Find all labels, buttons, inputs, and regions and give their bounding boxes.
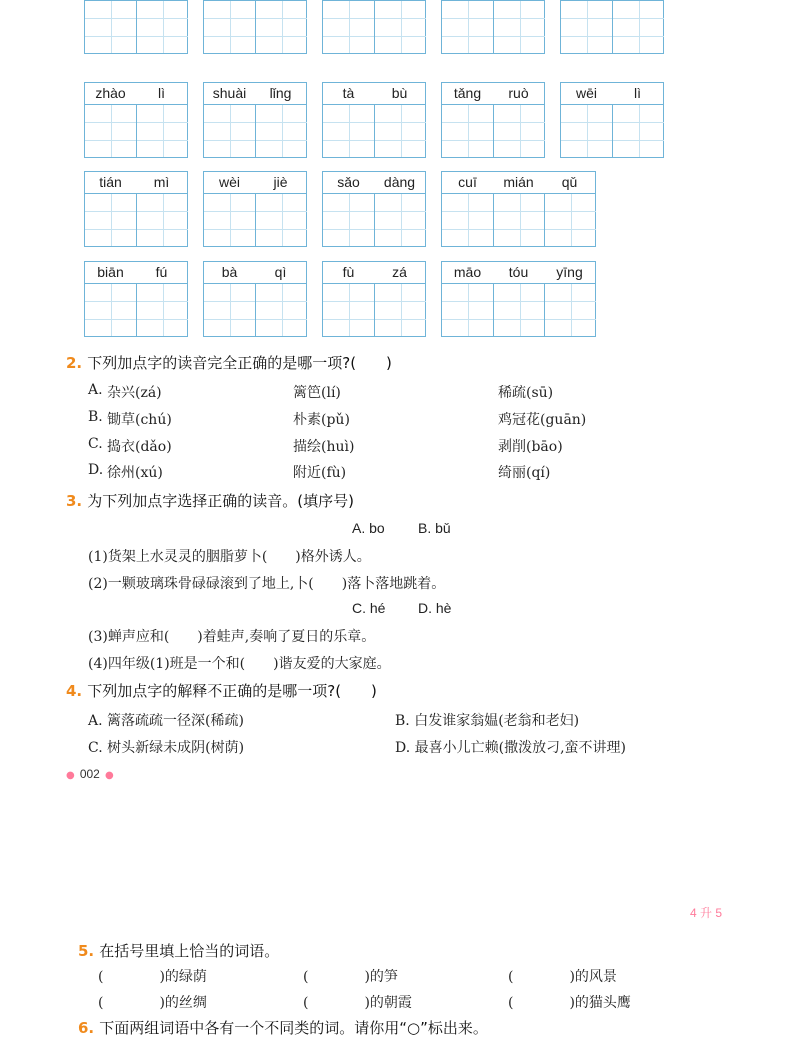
pinyin-box [203,261,307,337]
page-number-text: 002 [79,767,100,781]
writing-cell[interactable] [374,104,426,157]
pinyin-box [322,0,426,54]
pinyin-syllable: tǎng [453,85,482,101]
option-word: 附近(fù) [293,465,347,481]
option-b-text: B. 白发谁家翁媪(老翁和老妇) [395,713,580,729]
pinyin-box [203,171,307,247]
question-number: 5. [78,942,95,960]
writing-cell[interactable] [85,104,136,157]
option-word: 绮丽(qí) [498,465,551,481]
option-label: C. [88,436,103,452]
writing-cell[interactable] [136,104,188,157]
writing-cell[interactable] [442,0,493,53]
pinyin-syllable: jiè [273,174,288,190]
option-word: 描绘(huì) [293,439,355,455]
pinyin-syllable: sǎo [337,174,360,190]
pinyin-box [203,82,307,158]
option-word: 徐州(xú) [107,465,163,481]
pinyin-syllable: mián [503,174,534,190]
pinyin-syllable: lì [158,85,165,101]
writing-cell[interactable] [204,283,255,336]
question-text: 下面两组词语中各有一个不同类的词。请你用“○”标出来。 [99,1019,488,1037]
option-a: A. bo [352,520,385,536]
option-label: D. [88,462,104,478]
option-label: A. [88,382,103,398]
pinyin-syllable: lǐng [269,85,292,101]
writing-cell[interactable] [561,104,612,157]
pinyin-syllable: ruò [508,85,529,101]
writing-cell[interactable] [374,0,426,53]
writing-cell[interactable] [255,104,307,157]
writing-cell[interactable] [323,193,374,246]
sentence-3: (3)蝉声应和( )着蛙声,奏响了夏日的乐章。 [88,629,376,645]
option-word: 锄草(chú) [107,412,172,428]
fill-blank-item: ( )的笋 [303,969,398,985]
pinyin-syllable: fú [155,264,168,280]
pinyin-box [560,82,664,158]
question-text: 下列加点字的读音完全正确的是哪一项?( ) [87,354,392,372]
option-d-text: D. 最喜小儿亡赖(撒泼放刁,蛮不讲理) [395,740,626,756]
pinyin-syllable: mì [153,174,170,190]
pinyin-syllable: fù [342,264,355,280]
writing-cell[interactable] [136,193,188,246]
fill-blank-item: ( )的丝绸 [98,995,207,1011]
pinyin-box [441,82,545,158]
writing-cell[interactable] [442,193,493,246]
pinyin-syllable: biān [97,264,124,280]
option-word: 捣衣(dǎo) [107,439,172,455]
pinyin-box [84,82,188,158]
question-2-heading [66,352,392,373]
pinyin-box [441,0,545,54]
pinyin-syllable: zhào [95,85,126,101]
pinyin-syllable: māo [453,264,482,280]
writing-cell[interactable] [85,283,136,336]
pinyin-syllable: lì [634,85,641,101]
writing-cell[interactable] [204,104,255,157]
writing-cell[interactable] [544,193,596,246]
writing-cell[interactable] [85,193,136,246]
question-5-heading [78,940,279,961]
writing-cell[interactable] [493,283,545,336]
writing-cell[interactable] [204,0,255,53]
writing-cell[interactable] [493,0,545,53]
option-a-text: A. 篱落疏疏一径深(稀疏) [88,713,244,729]
writing-cell[interactable] [204,193,255,246]
question-3-heading [66,490,354,511]
question-6-heading [78,1017,488,1038]
pinyin-syllable: bà [221,264,238,280]
option-word: 杂兴(zá) [107,385,162,401]
pinyin-box [84,171,188,247]
pinyin-syllable: qì [274,264,287,280]
pinyin-syllable: yīng [556,264,583,280]
writing-cell[interactable] [255,193,307,246]
fill-blank-item: ( )的绿荫 [98,969,207,985]
pinyin-syllable: cuī [458,174,477,190]
writing-cell[interactable] [323,0,374,53]
pinyin-box [560,0,664,54]
pinyin-syllable: wèi [218,174,240,190]
question-number: 3. [66,492,83,510]
fill-blank-item: ( )的风景 [508,969,617,985]
grade-label: 4 升 5 [690,906,723,920]
writing-cell[interactable] [255,283,307,336]
writing-cell[interactable] [255,0,307,53]
pinyin-box [84,0,188,54]
pinyin-box [322,82,426,158]
option-word: 朴素(pǔ) [293,412,350,428]
writing-cell[interactable] [442,104,493,157]
question-number: 6. [78,1019,95,1037]
writing-cell[interactable] [374,283,426,336]
writing-cell[interactable] [85,0,136,53]
pinyin-box [441,171,596,247]
writing-cell[interactable] [136,0,188,53]
fill-blank-item: ( )的猫头鹰 [508,995,631,1011]
question-text: 为下列加点字选择正确的读音。(填序号) [87,492,354,510]
option-d: D. hè [418,600,452,616]
pinyin-syllable: dàng [383,174,416,190]
pinyin-syllable: tà [342,85,355,101]
option-word: 剥削(bāo) [498,439,563,455]
pinyin-syllable: shuài [212,85,247,101]
option-word: 鸡冠花(guān) [498,412,587,428]
question-text: 在括号里填上恰当的词语。 [99,942,280,960]
writing-cell[interactable] [561,0,612,53]
option-label: B. [88,409,103,425]
option-word: 篱笆(lí) [293,385,341,401]
pinyin-syllable: zá [392,264,407,280]
sentence-4: (4)四年级(1)班是一个和( )谐友爱的大家庭。 [88,656,391,672]
pinyin-syllable: wēi [575,85,597,101]
sentence-1: (1)货架上水灵灵的胭脂萝卜( )格外诱人。 [88,549,371,565]
writing-cell[interactable] [612,104,664,157]
option-b: B. bǔ [418,520,451,536]
option-word: 稀疏(sū) [498,385,554,401]
pinyin-box [203,0,307,54]
question-text: 下列加点字的解释不正确的是哪一项?( ) [87,682,377,700]
dot-icon: ● [104,770,114,781]
fill-blank-item: ( )的朝霞 [303,995,412,1011]
writing-cell[interactable] [493,193,545,246]
pinyin-syllable: tóu [508,264,529,280]
pinyin-syllable: tián [99,174,122,190]
option-c: C. hé [352,600,386,616]
pinyin-box [322,171,426,247]
question-number: 2. [66,354,83,372]
writing-cell[interactable] [374,193,426,246]
dot-icon: ● [66,770,75,781]
writing-cell[interactable] [612,0,664,53]
pinyin-syllable: bù [391,85,408,101]
writing-cell[interactable] [493,104,545,157]
writing-cell[interactable] [323,104,374,157]
question-number: 4. [66,682,83,700]
pinyin-box [322,261,426,337]
pinyin-box [84,261,188,337]
writing-cell[interactable] [136,283,188,336]
pinyin-syllable: qǔ [561,174,578,190]
writing-cell[interactable] [323,283,374,336]
question-4-heading [66,680,377,701]
pinyin-box [441,261,596,337]
page-number [66,763,114,782]
sentence-2: (2)一颗玻璃珠骨碌碌滚到了地上,卜( )落卜落地跳着。 [88,576,446,592]
writing-cell[interactable] [442,283,493,336]
option-c-text: C. 树头新绿未成阴(树荫) [88,740,245,756]
writing-cell[interactable] [544,283,596,336]
